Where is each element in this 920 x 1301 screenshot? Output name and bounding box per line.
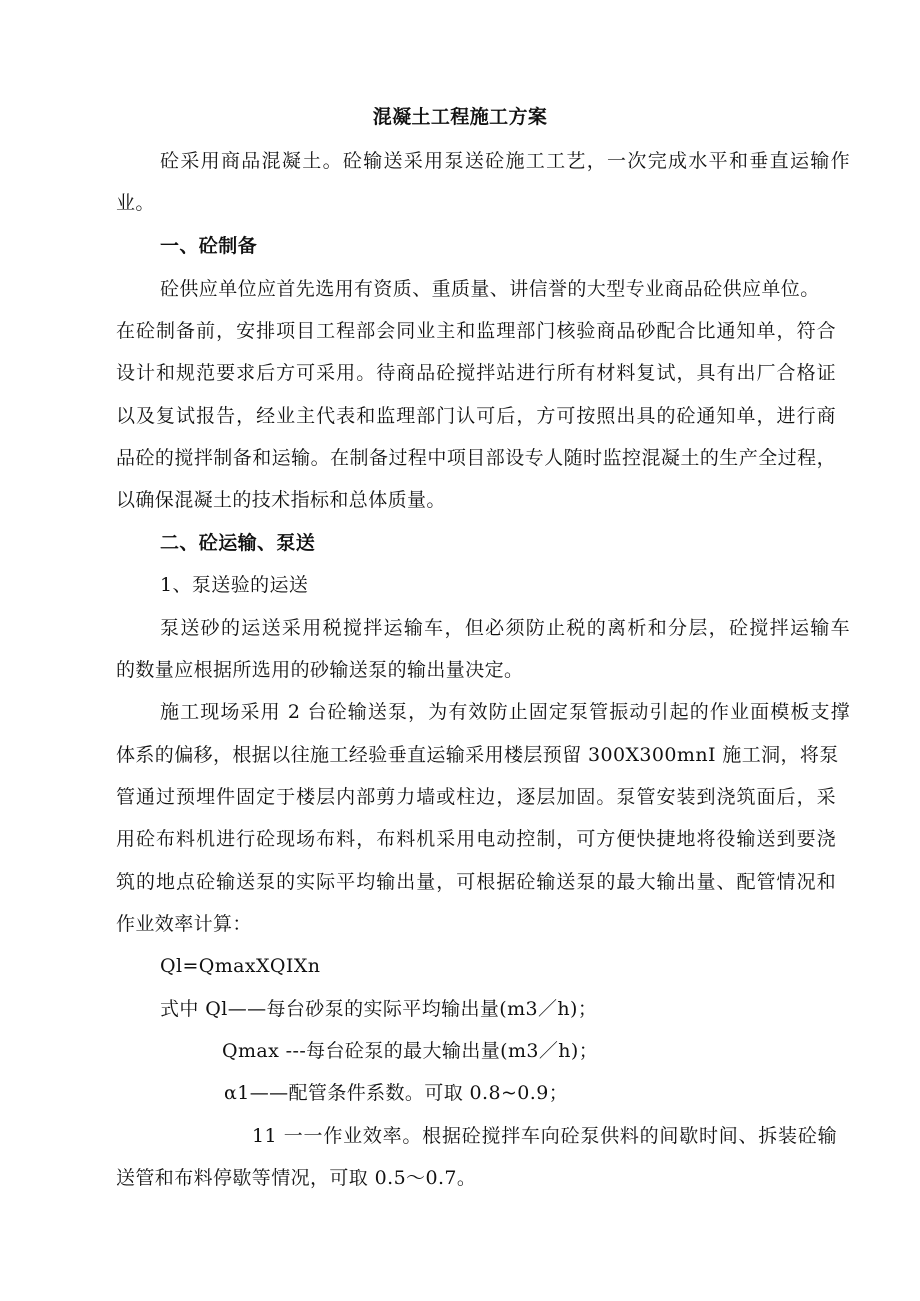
definition-ql: 式中 Ql——每台砂泵的实际平均输出量(m3／h)；	[160, 998, 598, 1020]
section1-line-1: 砼供应单位应首先选用有资质、重质量、讲信誉的大型专业商品砼供应单位。	[160, 278, 820, 300]
formula: Ql=QmaxXQIXn	[160, 955, 321, 977]
definition-efficiency-line-1: 11 一一作业效率。根据砼搅拌车向砼泵供料的间歇时间、拆装砼输	[252, 1125, 837, 1147]
section2-heading: 二、砼运输、泵送	[160, 532, 316, 554]
section1-line-2: 在砼制备前，安排项目工程部会同业主和监理部门核验商品砂配合比通知单，符合	[116, 320, 836, 342]
section1-heading: 一、砼制备	[160, 235, 258, 257]
definition-qmax: Qmax ---每台砼泵的最大输出量(m3／h)；	[222, 1040, 599, 1062]
definition-alpha1: α1——配管条件系数。可取 0.8~0.9；	[224, 1082, 569, 1104]
section1-line-3: 设计和规范要求后方可采用。待商品砼搅拌站进行所有材料复试，具有出厂合格证	[116, 362, 836, 384]
section2-subheading: 1、泵送验的运送	[160, 574, 309, 596]
section1-line-4: 以及复试报告，经业主代表和监理部门认可后，方可按照出具的砼通知单，进行商	[116, 405, 836, 427]
document-title: 混凝土工程施工方案	[372, 106, 548, 128]
section1-line-5: 品砼的搅拌制备和运输。在制备过程中项目部设专人随时监控混凝土的生产全过程，	[116, 447, 836, 469]
intro-line-2: 业。	[116, 192, 155, 214]
para2-line-4: 用砼布料机进行砼现场布料，布料机采用电动控制，可方便快捷地将役输送到要浇	[116, 828, 836, 850]
intro-line-1: 砼采用商品混凝土。砼输送采用泵送砼施工工艺，一次完成水平和垂直运输作	[160, 150, 850, 172]
para2-line-5: 筑的地点砼输送泵的实际平均输出量，可根据砼输送泵的最大输出量、配管情况和	[116, 871, 836, 893]
para2-line-1: 施工现场采用 2 台砼输送泵，为有效防止固定泵管振动引起的作业面模板支撑	[160, 701, 850, 723]
para2-line-3: 管通过预埋件固定于楼层内部剪力墙或柱边，逐层加固。泵管安装到浇筑面后，采	[116, 786, 836, 808]
section1-line-6: 以确保混凝土的技术指标和总体质量。	[116, 489, 446, 511]
para1-line-2: 的数量应根据所选用的砂输送泵的输出量决定。	[116, 659, 524, 681]
definition-efficiency-line-2: 送管和布料停歇等情况，可取 0.5～0.7。	[116, 1167, 477, 1189]
para2-line-6: 作业效率计算：	[116, 913, 252, 935]
para1-line-1: 泵送砂的运送采用税搅拌运输车，但必须防止税的离析和分层，砼搅拌运输车	[160, 617, 850, 639]
para2-line-2: 体系的偏移，根据以往施工经验垂直运输采用楼层预留 300X300mnI 施工洞，将泵	[116, 744, 839, 766]
